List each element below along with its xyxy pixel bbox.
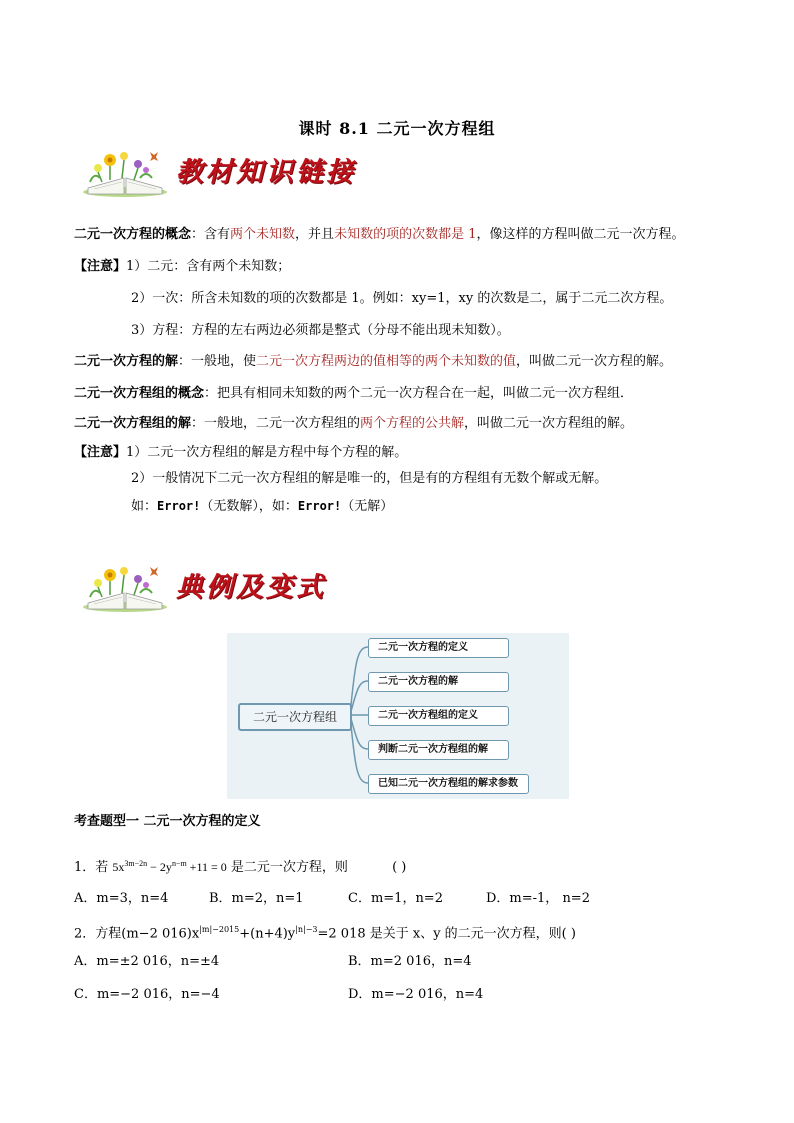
text: ：含有 (191, 227, 231, 242)
term: +11 = 0 (186, 860, 227, 874)
text: ，并且 (295, 227, 335, 242)
equation (112, 860, 226, 874)
text: 如： (131, 499, 158, 514)
exponent: 3m−2n (124, 859, 148, 868)
highlight: 未知数的项的次数都是 1 (334, 227, 477, 242)
mind-map-node-system-definition: 二元一次方程组的定义 (368, 706, 509, 726)
banner-examples (80, 563, 360, 613)
question-2 (74, 920, 576, 944)
mind-map-center: 二元一次方程组 (238, 703, 352, 731)
exponent: |m|−2015 (199, 925, 240, 934)
note-1-item-3: 3）方程：方程的左右两边必须都是整式（分母不能出现未知数）。 (131, 323, 510, 338)
q2-option-c: C．m=−2 016，n=−4 (74, 987, 220, 1002)
page-title: 课时 8.1 二元一次方程组 (298, 119, 496, 138)
text: ：一般地，使 (178, 354, 257, 369)
q1-option-d: D．m=-1， n=2 (486, 891, 590, 906)
banner-textbook-knowledge (80, 148, 360, 198)
error-field: Error! (157, 499, 201, 513)
term: 2．方程(m−2 016)x (74, 926, 200, 942)
q2-option-b: B．m=2 016，n=4 (348, 954, 472, 969)
note-1 (74, 257, 290, 277)
section-heading: 考查题型一 二元一次方程的定义 (74, 814, 261, 829)
note-label: 【注意】 (74, 259, 127, 274)
open-book-flowers-icon (80, 148, 170, 198)
question-text: 是二元一次方程，则 (230, 860, 348, 875)
concept-system (74, 384, 633, 404)
term-label: 二元一次方程的解 (74, 354, 179, 369)
note-label: 【注意】 (74, 445, 127, 460)
question-text: =2 018 是关于 x、y 的二元一次方程，则( ) (317, 926, 576, 942)
open-book-flowers-icon (80, 563, 170, 613)
solution-two-var-linear-eq (74, 352, 672, 372)
q1-option-c: C．m=1，n=2 (348, 891, 443, 906)
term-label: 二元一次方程组的概念 (74, 386, 205, 401)
term: − 2y (147, 860, 172, 874)
mind-map-node-judge-solution: 判断二元一次方程组的解 (368, 740, 509, 760)
term-label: 二元一次方程的概念 (74, 227, 192, 242)
text: ，叫做二元一次方程组的解。 (464, 416, 634, 431)
note-2 (74, 443, 407, 463)
text: 1）二元：含有两个未知数； (126, 259, 291, 274)
term: +(n+4)y (239, 926, 296, 942)
question-number: 1．若 (74, 860, 109, 875)
text: ：把具有相同未知数的两个二元一次方程合在一起，叫做二元一次方程组． (204, 386, 634, 401)
q1-option-a: A．m=3，n=4 (74, 891, 169, 906)
note-2-item-2: 2）一般情况下二元一次方程组的解是唯一的，但是有的方程组有无数个解或无解。 (131, 471, 608, 486)
error-field: Error! (297, 499, 342, 513)
term-label: 二元一次方程组的解 (74, 416, 192, 431)
text: ：一般地，二元一次方程组的 (191, 416, 361, 431)
highlight: 两个方程的公共解 (360, 416, 465, 431)
highlight: 二元一次方程两边的值相等的两个未知数的值 (256, 354, 517, 369)
mind-map-node-find-parameters: 已知二元一次方程组的解求参数 (368, 774, 529, 794)
text: ，叫做二元一次方程的解。 (516, 354, 673, 369)
q2-option-d: D．m=−2 016，n=4 (348, 987, 484, 1002)
question-1 (74, 854, 406, 878)
note-1-item-2: 2）一次：所含未知数的项的次数都是 1。例如：xy=1，xy 的次数是二，属于二元二次方程。 (131, 291, 673, 306)
banner-examples-title: 典例及变式 (176, 572, 326, 603)
text: （无数解），如： (200, 499, 298, 514)
banner-textbook-knowledge-title: 教材知识链接 (176, 157, 356, 188)
highlight: 两个未知数 (230, 227, 296, 242)
mind-map (227, 633, 569, 799)
mind-map-node-solution: 二元一次方程的解 (368, 672, 509, 692)
answer-blank: ( ) (392, 860, 407, 875)
exponent: |n|−3 (295, 925, 318, 934)
q1-option-b: B．m=2，n=1 (209, 891, 304, 906)
q2-option-a: A．m=±2 016，n=±4 (74, 954, 220, 969)
term: 5x (112, 860, 125, 874)
text: 1）二元一次方程组的解是方程中每个方程的解。 (126, 445, 408, 460)
note-2-item-3 (131, 496, 393, 517)
text: （无解） (341, 499, 394, 514)
exponent: n−m (171, 859, 187, 868)
solution-system (74, 414, 633, 434)
concept-two-var-linear-eq (74, 225, 684, 245)
mind-map-node-definition: 二元一次方程的定义 (368, 638, 509, 658)
text: ，像这样的方程叫做二元一次方程。 (476, 227, 685, 242)
